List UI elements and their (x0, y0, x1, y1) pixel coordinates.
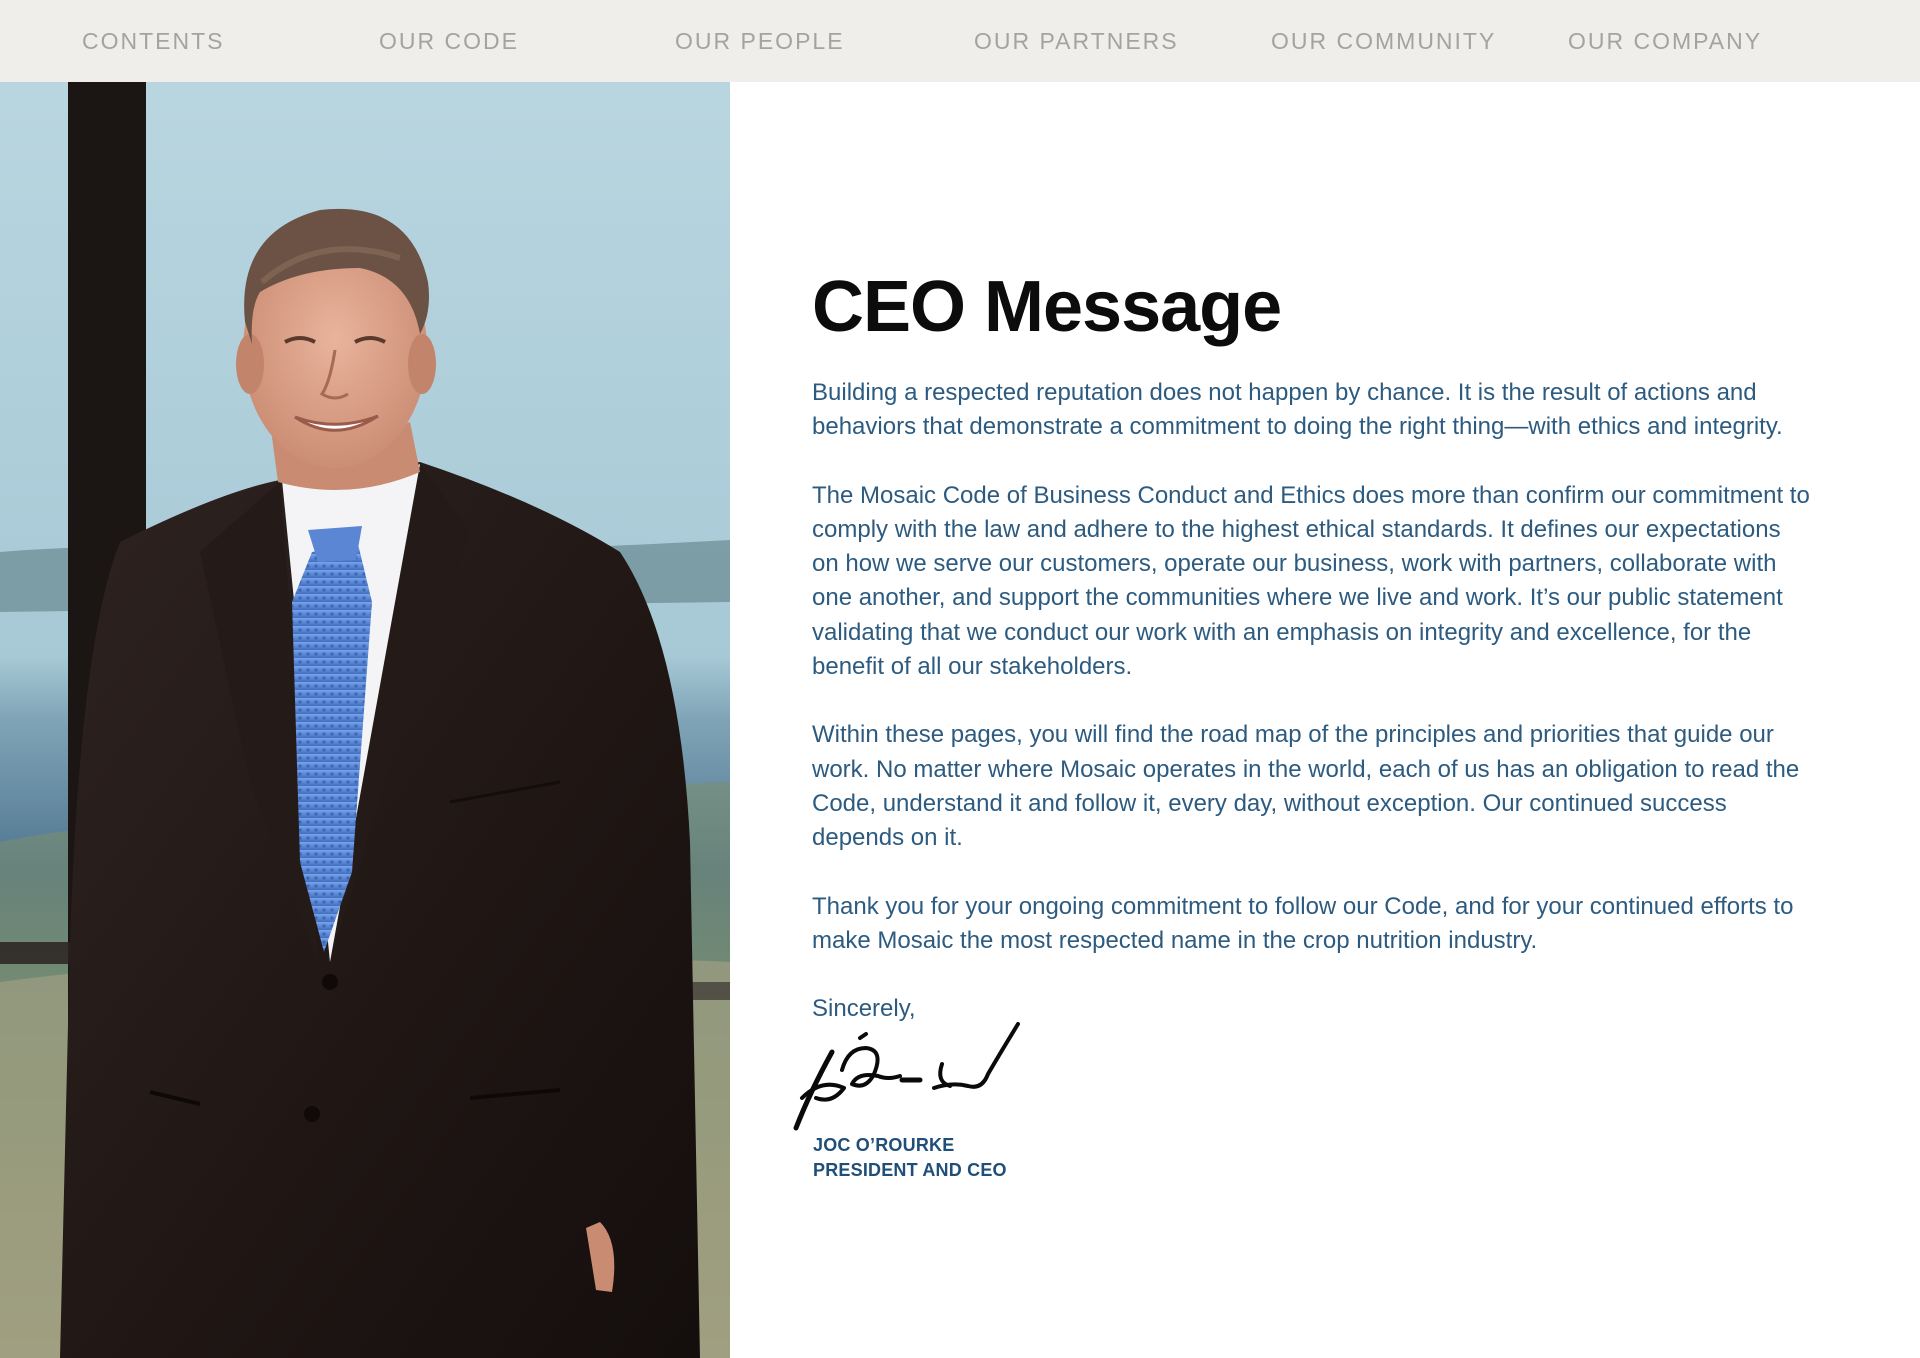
nav-our-community[interactable]: OUR COMMUNITY (1271, 28, 1497, 54)
letter-paragraph: Within these pages, you will find the road map of the principles and priorities that guide our work. No matter where Mosaic operates in the world, each of us has an obligation to read the Code, understand it and follow it, every day, without exception. Our continued success depends on it. (812, 721, 1800, 852)
nav-our-company[interactable]: OUR COMPANY (1568, 28, 1763, 54)
letter-paragraph: Thank you for your ongoing commitment to follow our Code, and for your continued efforts to make Mosaic the most respected name in the crop nutrition industry. (812, 892, 1794, 954)
closing-text: Sincerely, (812, 995, 916, 1023)
nav-our-code[interactable]: OUR CODE (379, 28, 519, 54)
signatory-name: JOC O’ROURKE (813, 1135, 955, 1155)
nav-contents[interactable]: CONTENTS (82, 28, 225, 54)
signatory-title: PRESIDENT AND CEO (813, 1160, 1007, 1180)
top-navigation (0, 0, 1920, 82)
letter-paragraph: Building a respected reputation does not happen by chance. It is the result of actions and behaviors that demonstrate a commitment to doing the right thing—with ethics and integrity. (812, 379, 1783, 441)
nav-our-partners[interactable]: OUR PARTNERS (974, 28, 1179, 54)
handwritten-signature (792, 1018, 1028, 1132)
ceo-letter (812, 264, 1822, 1026)
portrait-photo (0, 82, 730, 1358)
nav-our-people[interactable]: OUR PEOPLE (675, 28, 845, 54)
page-title: CEO Message (812, 267, 1282, 347)
letter-paragraph: The Mosaic Code of Business Conduct and Ethics does more than confirm our commitment to comply with the law and adhere to the highest ethical standards. It defines our expectations on how we serve our customers, operate our business, work with partners, collaborate with one another, and support the communities where we live and work. It’s our public statement validating that we conduct our work with an emphasis on integrity and excellence, for the benefit of all our stakeholders. (812, 481, 1810, 681)
